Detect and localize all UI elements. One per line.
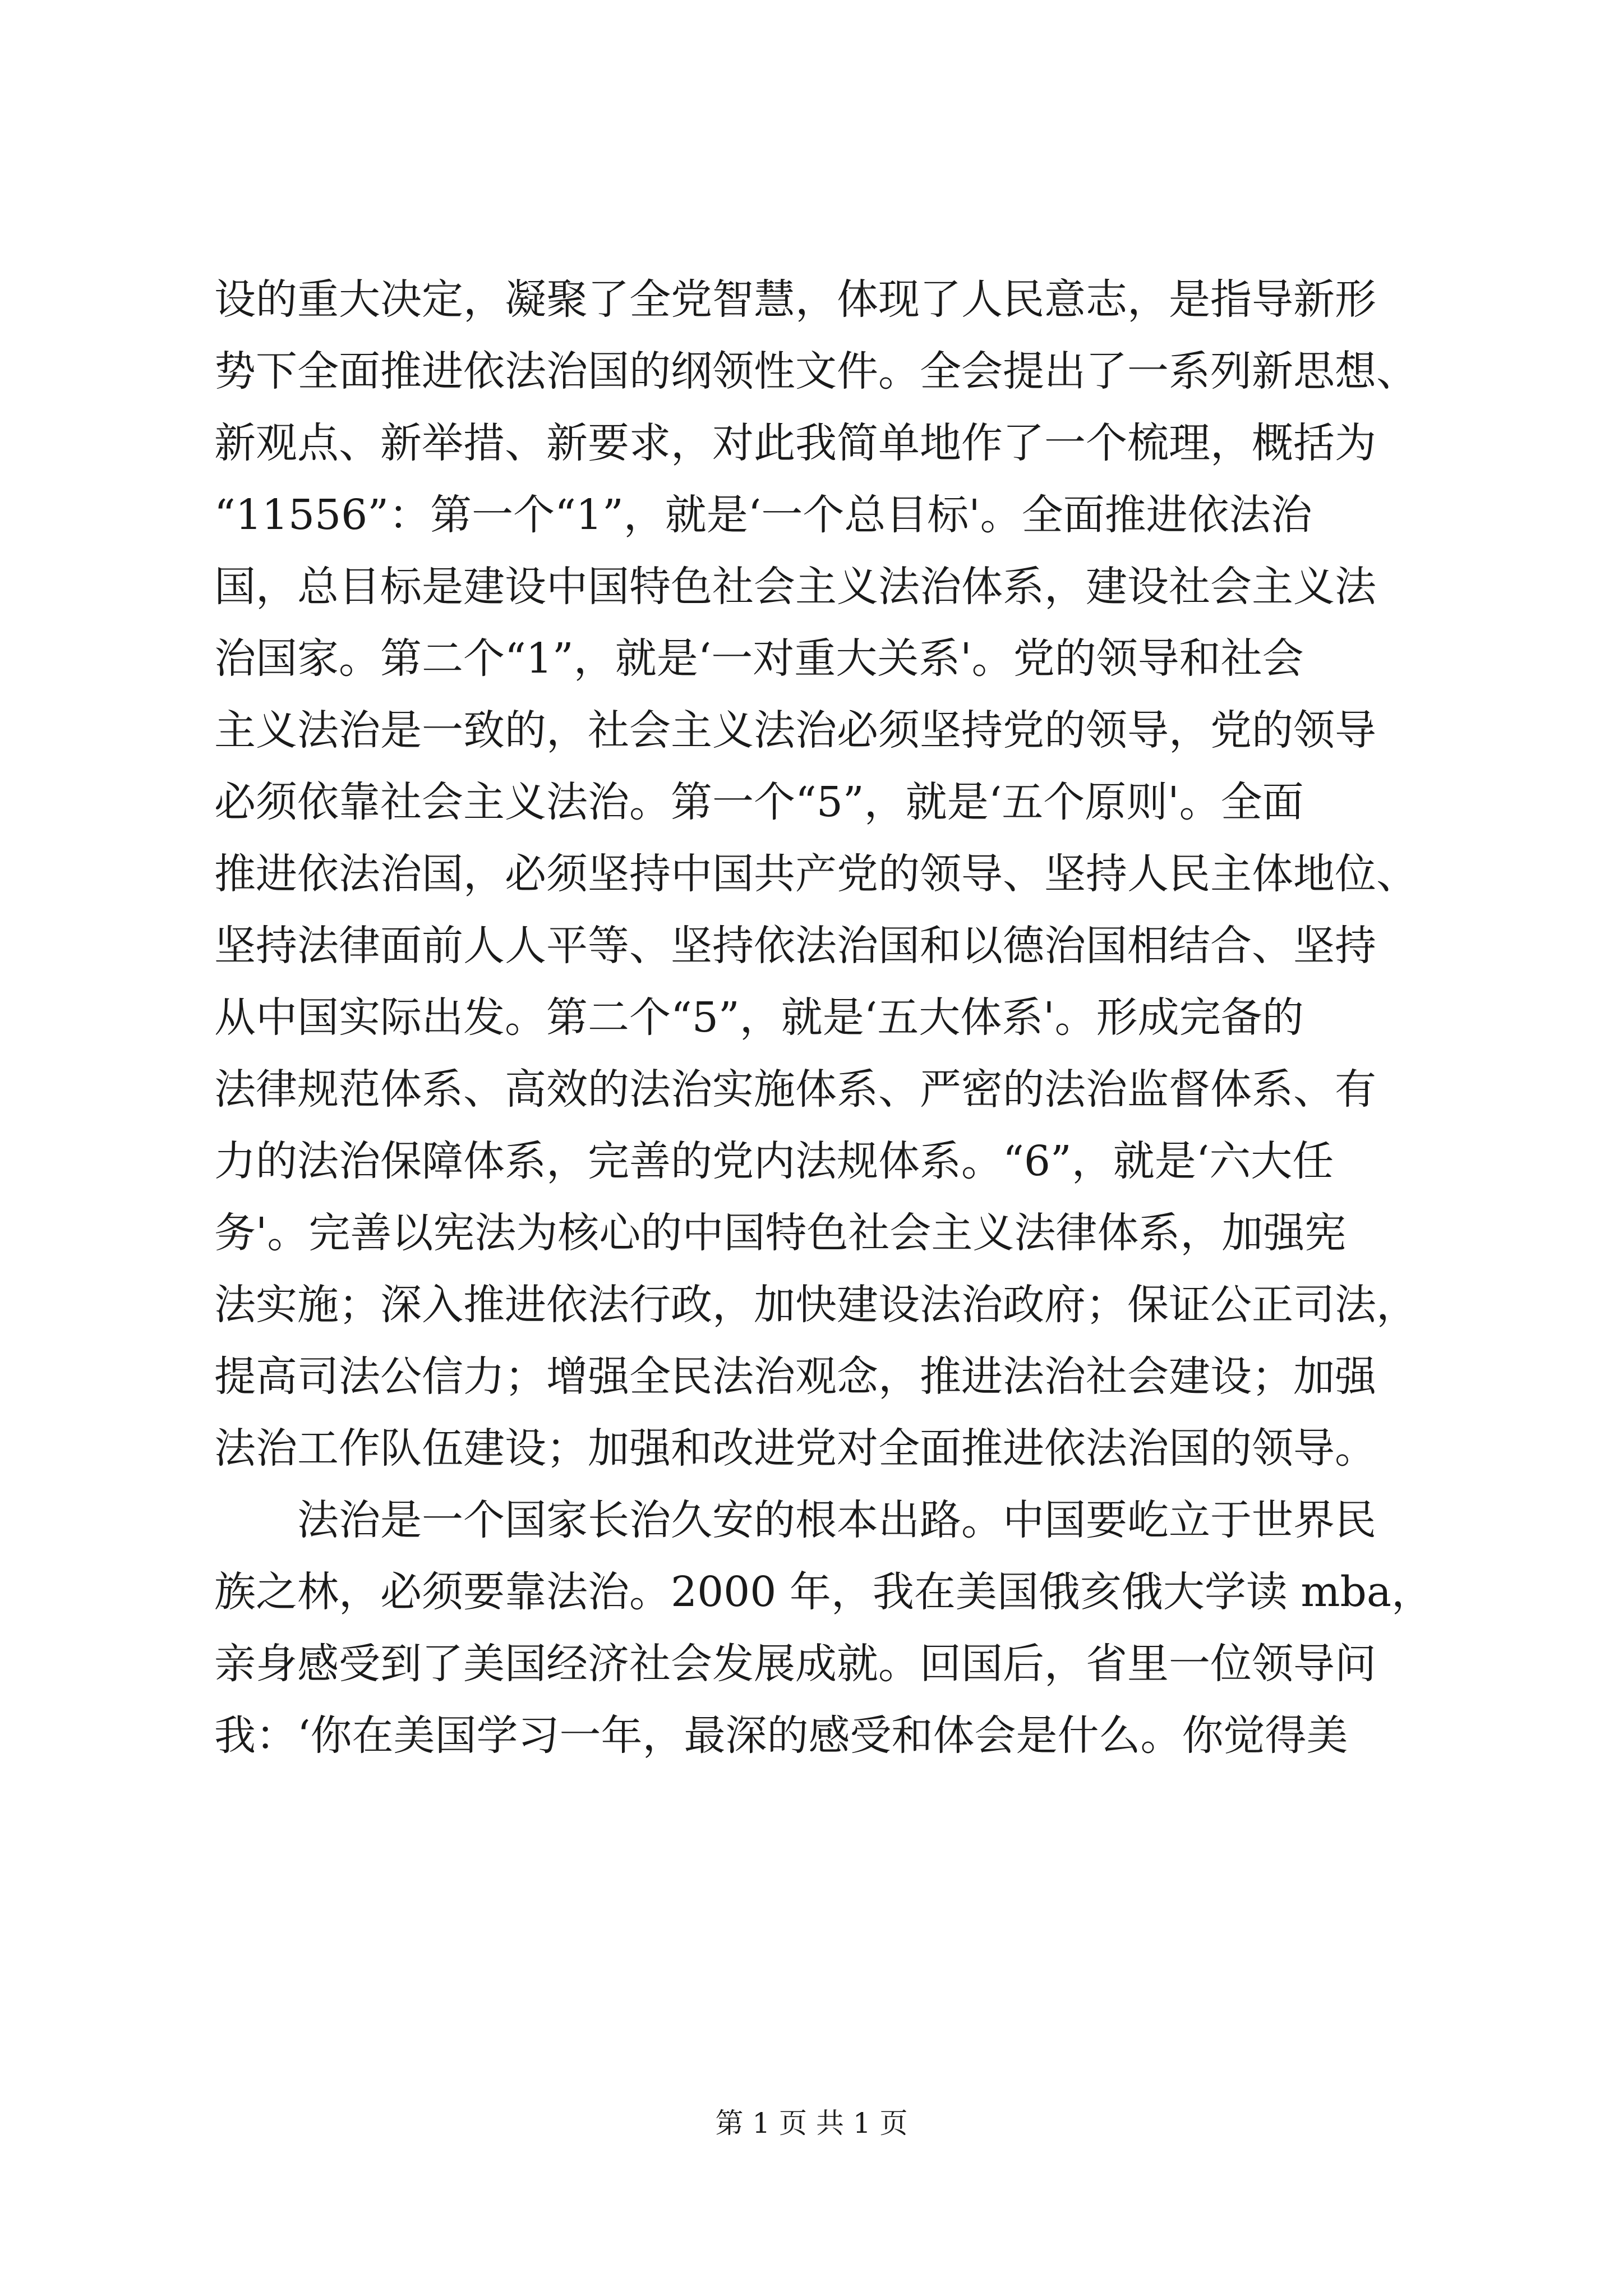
document-body [214, 264, 1437, 1772]
text-line: 治国家。第二个“1”，就是‘一对重大关系'。党的领导和社会 [214, 634, 1304, 683]
text-line: 设的重大决定，凝聚了全党智慧，体现了人民意志，是指导新形 [214, 275, 1376, 324]
text-line: 推进依法治国，必须坚持中国共产党的领导、坚持人民主体地位、 [214, 850, 1418, 898]
text-line: 必须依靠社会主义法治。第一个“5”，就是‘五个原则'。全面 [214, 778, 1304, 826]
text-line: “11556”：第一个“1”，就是‘一个总目标'。全面推进依法治 [214, 491, 1312, 539]
page-footer: 第 1 页 共 1 页 [715, 2107, 908, 2139]
text-line: 力的法治保障体系，完善的党内法规体系。“6”，就是‘六大任 [214, 1137, 1334, 1185]
text-line: 国，总目标是建设中国特色社会主义法治体系，建设社会主义法 [214, 563, 1376, 611]
text-line: 族之林，必须要靠法治。2000 年，我在美国俄亥俄大学读 mba， [214, 1568, 1433, 1616]
text-line: 势下全面推进依法治国的纲领性文件。全会提出了一系列新思想、 [214, 347, 1418, 395]
text-line: 法律规范体系、高效的法治实施体系、严密的法治监督体系、有 [214, 1065, 1376, 1114]
text-line: 亲身感受到了美国经济社会发展成就。回国后，省里一位领导问 [214, 1640, 1376, 1688]
text-line: 主义法治是一致的，社会主义法治必须坚持党的领导，党的领导 [214, 706, 1376, 754]
text-line: 从中国实际出发。第二个“5”，就是‘五大体系'。形成完备的 [214, 993, 1304, 1042]
text-line: 法治工作队伍建设；加强和改进党对全面推进依法治国的领导。 [214, 1424, 1376, 1473]
text-line: 新观点、新举措、新要求，对此我简单地作了一个梳理，概括为 [214, 419, 1376, 467]
text-line: 务'。完善以宪法为核心的中国特色社会主义法律体系，加强宪 [214, 1209, 1347, 1257]
text-line: 法实施；深入推进依法行政，加快建设法治政府；保证公正司法， [214, 1281, 1418, 1329]
text-line: 坚持法律面前人人平等、坚持依法治国和以德治国相结合、坚持 [214, 922, 1376, 970]
text-line: 法治是一个国家长治久安的根本出路。中国要屹立于世界民 [214, 1496, 1376, 1544]
text-line: 我：‘你在美国学习一年，最深的感受和体会是什么。你觉得美 [214, 1711, 1348, 1760]
text-line: 提高司法公信力；增强全民法治观念，推进法治社会建设；加强 [214, 1352, 1376, 1401]
